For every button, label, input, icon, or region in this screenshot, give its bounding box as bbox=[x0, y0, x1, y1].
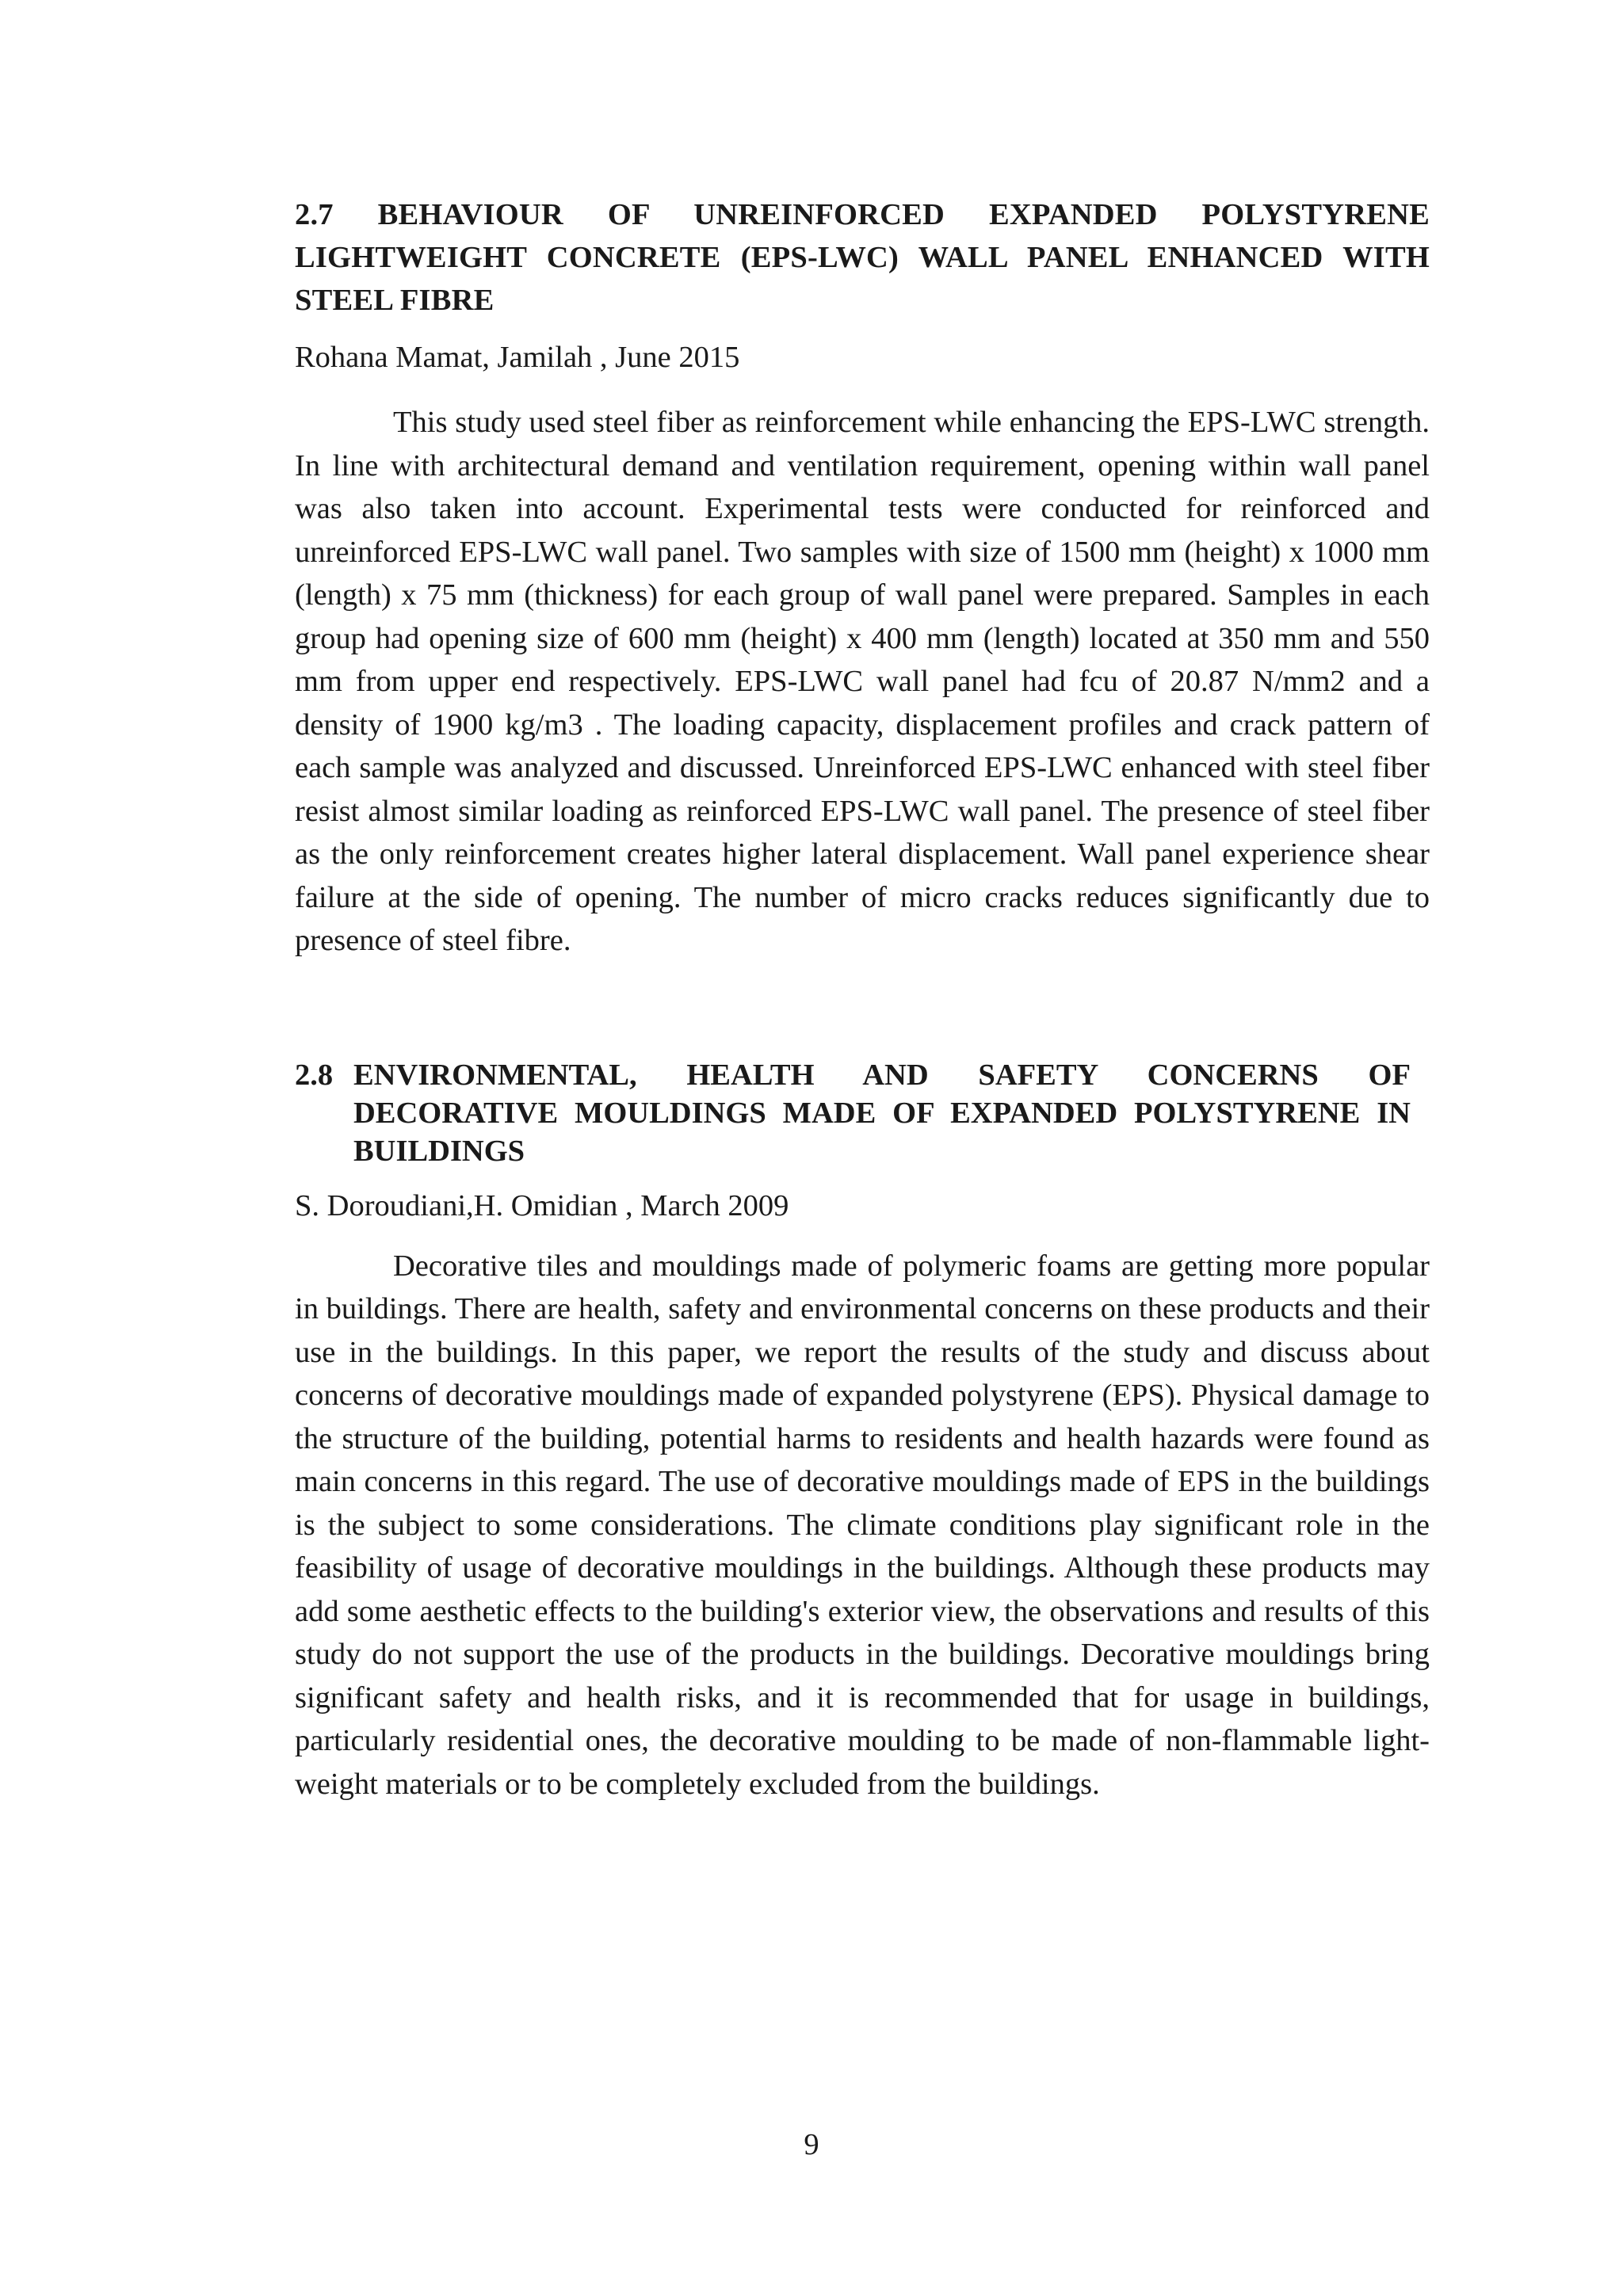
section-authors: S. Doroudiani,H. Omidian , March 2009 bbox=[295, 1188, 789, 1222]
section-authors: Rohana Mamat, Jamilah , June 2015 bbox=[295, 341, 740, 374]
section-heading: 2.7 BEHAVIOUR OF UNREINFORCED EXPANDED POLYSTYRENE LIGHTWEIGHT CONCRETE (EPS-LWC) WALL PANEL ENHANCED WITH STEEL FIBRE bbox=[295, 198, 1430, 317]
section-2-7 bbox=[295, 193, 1430, 963]
section-abstract: This study used steel fiber as reinforcement while enhancing the EPS-LWC strength. In line with architectural demand and ventilation requirement, opening within wall panel was also taken into account. Experimental tests were conducted for reinforced and unreinforced EPS-LWC wall panel. Two samples with size of 1500 mm (height) x 1000 mm (length) x 75 mm (thickness) for each group of wall panel were prepared. Samples in each group had opening size of 600 mm (height) x 400 mm (length) located at 350 mm and 550 mm from upper end respectively. EPS-LWC wall panel had fcu of 20.87 N/mm2 and a density of 1900 kg/m3 . The loading capacity, displacement profiles and crack pattern of each sample was analyzed and discussed. Unreinforced EPS-LWC enhanced with steel fiber resist almost similar loading as reinforced EPS-LWC wall panel. The presence of steel fiber as the only reinforcement creates higher lateral displacement. Wall panel experience shear failure at the side of opening. The number of micro cracks reduces significantly due to presence of steel fibre. bbox=[295, 406, 1430, 957]
section-abstract: Decorative tiles and mouldings made of polymeric foams are getting more popular in buildings. There are health, safety and environmental concerns on these products and their use in the buildings. In this paper, we report the results of the study and discuss about concerns of decorative mouldings made of expanded polystyrene (EPS). Physical damage to the structure of the building, potential harms to residents and health hazards were found as main concerns in this regard. The use of decorative mouldings made of EPS in the buildings is the subject to some considerations. The climate conditions play significant role in the feasibility of usage of decorative mouldings in the buildings. Although these products may add some aesthetic effects to the building's exterior view, the observations and results of this study do not support the use of the products in the buildings. Decorative mouldings bring significant safety and health risks, and it is recommended that for usage in buildings, particularly residential ones, the decorative moulding to be made of non-flammable light-weight materials or to be completely excluded from the buildings. bbox=[295, 1249, 1430, 1801]
section-title: ENVIRONMENTAL, HEALTH AND SAFETY CONCERNS OF DECORATIVE MOULDINGS MADE OF EXPANDED POLYSTYRENE IN BUILDINGS bbox=[353, 1058, 1411, 1168]
section-2-8 bbox=[295, 1056, 1430, 1806]
page-number: 9 bbox=[804, 2128, 819, 2161]
section-number: 2.8 bbox=[295, 1058, 334, 1092]
section-heading bbox=[295, 1056, 1430, 1170]
page-content bbox=[295, 193, 1430, 1806]
